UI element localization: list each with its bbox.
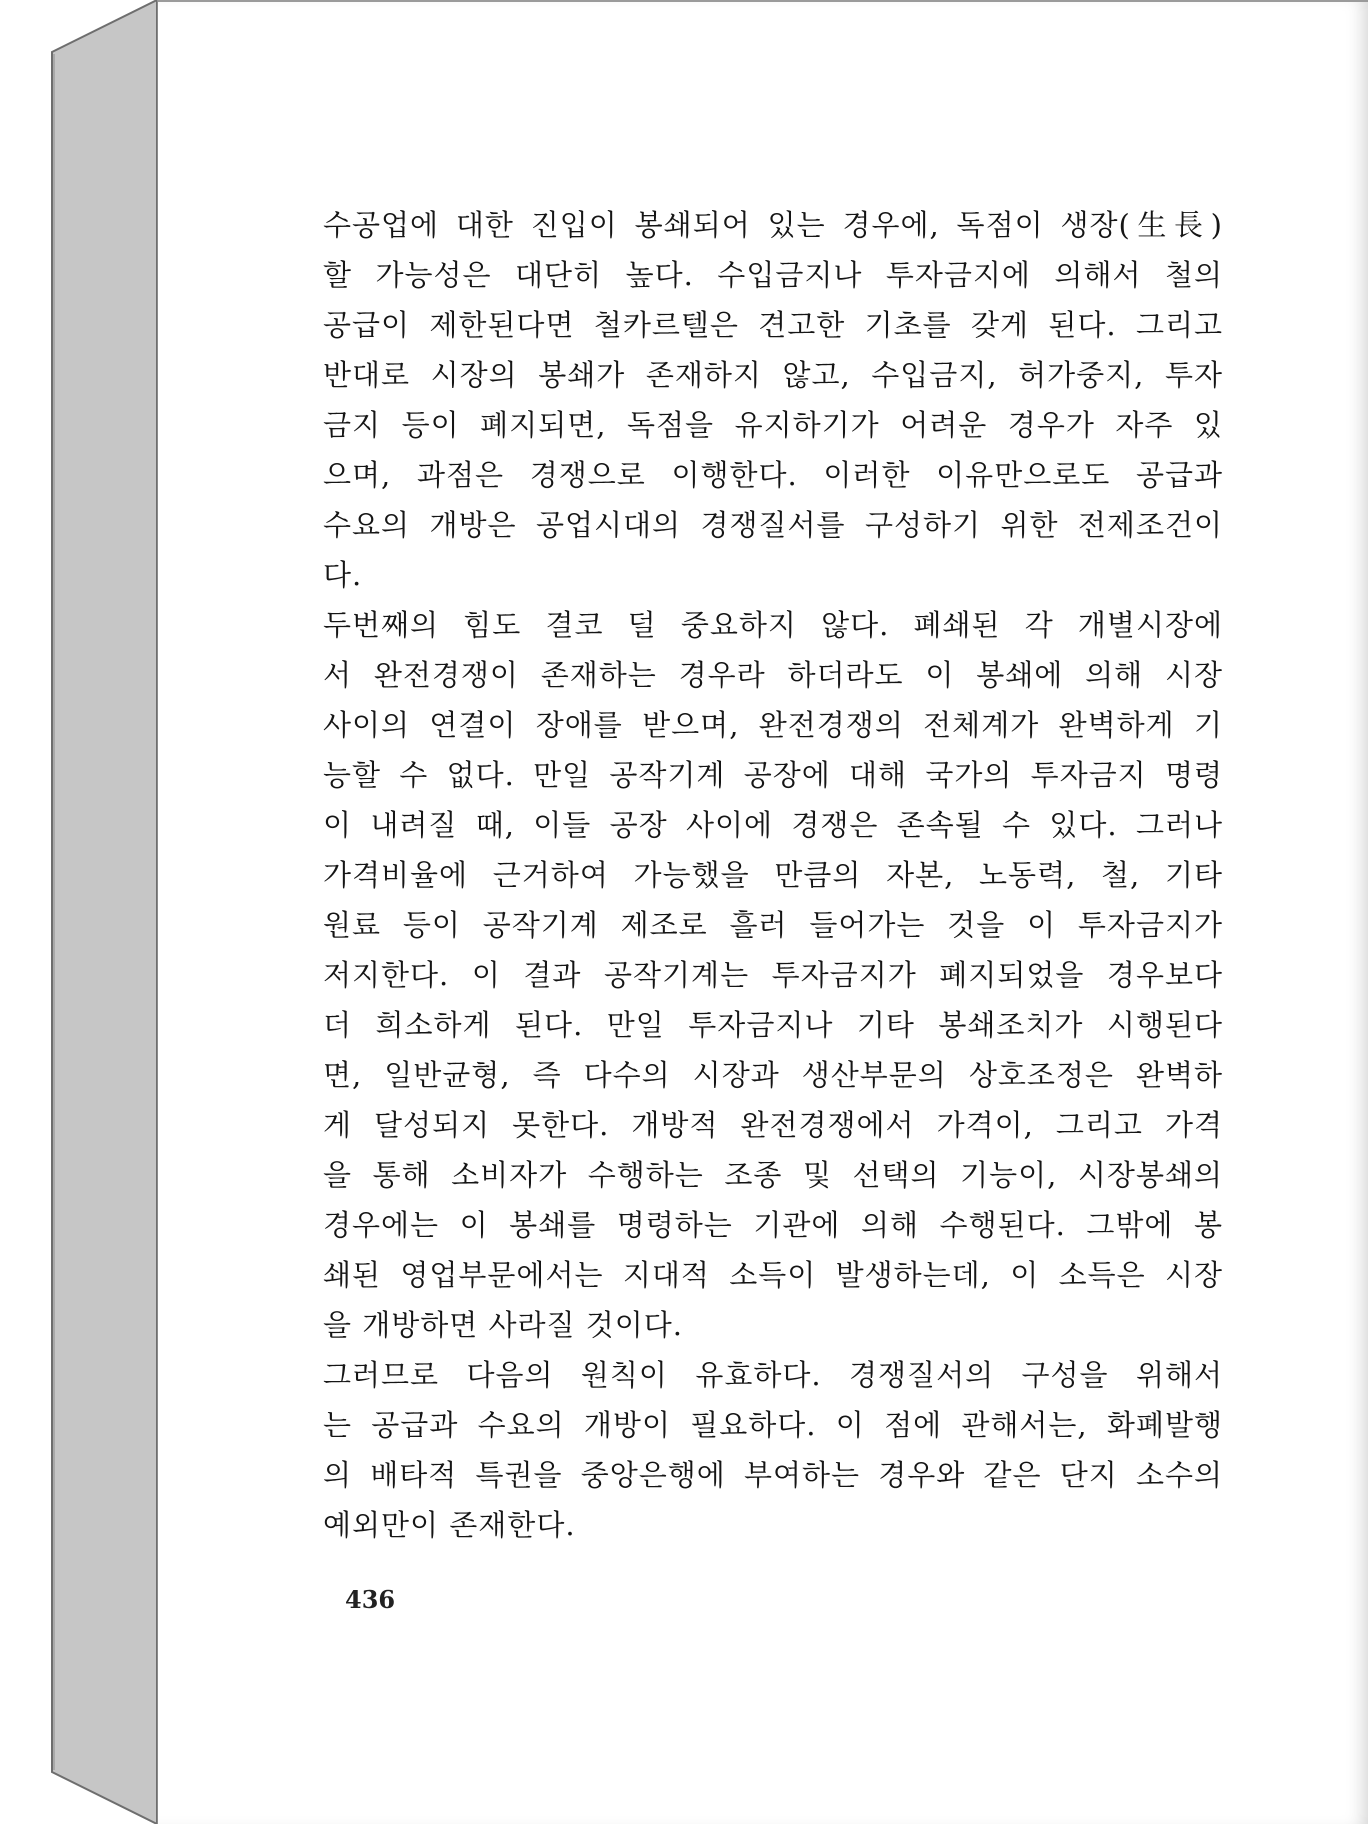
text-line: 능할 수 없다. 만일 공작기계 공장에 대해 국가의 투자금지 명령	[323, 758, 1223, 792]
text-line: 의 배타적 특권을 중앙은행에 부여하는 경우와 같은 단지 소수의	[323, 1458, 1223, 1492]
page-body-text	[323, 200, 1223, 1550]
text-line: 원료 등이 공작기계 제조로 흘러 들어가는 것을 이 투자금지가	[323, 908, 1223, 942]
text-line: 을 통해 소비자가 수행하는 조종 및 선택의 기능이, 시장봉쇄의	[323, 1158, 1223, 1192]
text-line: 수공업에 대한 진입이 봉쇄되어 있는 경우에, 독점이 생장(生長)	[323, 208, 1223, 242]
text-line: 경우에는 이 봉쇄를 명령하는 기관에 의해 수행된다. 그밖에 봉	[323, 1208, 1223, 1242]
text-line: 으며, 과점은 경쟁으로 이행한다. 이러한 이유만으로도 공급과	[323, 458, 1223, 492]
text-line: 다.	[323, 558, 363, 592]
text-line: 서 완전경쟁이 존재하는 경우라 하더라도 이 봉쇄에 의해 시장	[323, 658, 1223, 692]
text-line: 을 개방하면 사라질 것이다.	[323, 1308, 684, 1342]
text-line: 할 가능성은 대단히 높다. 수입금지나 투자금지에 의해서 철의	[323, 258, 1223, 292]
text-line: 금지 등이 폐지되면, 독점을 유지하기가 어려운 경우가 자주 있	[323, 408, 1223, 442]
text-line: 이 내려질 때, 이들 공장 사이에 경쟁은 존속될 수 있다. 그러나	[323, 808, 1223, 842]
text-line: 는 공급과 수요의 개방이 필요하다. 이 점에 관해서는, 화폐발행	[323, 1408, 1223, 1442]
text-line: 면, 일반균형, 즉 다수의 시장과 생산부문의 상호조정은 완벽하	[323, 1058, 1223, 1092]
text-line: 저지한다. 이 결과 공작기계는 투자금지가 폐지되었을 경우보다	[323, 958, 1223, 992]
text-line: 두번째의 힘도 결코 덜 중요하지 않다. 폐쇄된 각 개별시장에	[323, 608, 1223, 642]
text-line: 수요의 개방은 공업시대의 경쟁질서를 구성하기 위한 전제조건이	[323, 508, 1223, 542]
text-line: 더 희소하게 된다. 만일 투자금지나 기타 봉쇄조치가 시행된다	[323, 1008, 1223, 1042]
text-line: 공급이 제한된다면 철카르텔은 견고한 기초를 갖게 된다. 그리고	[323, 308, 1223, 342]
text-line: 가격비율에 근거하여 가능했을 만큼의 자본, 노동력, 철, 기타	[323, 858, 1223, 892]
text-line: 게 달성되지 못한다. 개방적 완전경쟁에서 가격이, 그리고 가격	[323, 1108, 1223, 1142]
text-line: 그러므로 다음의 원칙이 유효하다. 경쟁질서의 구성을 위해서	[323, 1358, 1223, 1392]
page-number: 436	[345, 1585, 396, 1614]
text-line: 예외만이 존재한다.	[323, 1508, 576, 1542]
text-line: 사이의 연결이 장애를 받으며, 완전경쟁의 전체계가 완벽하게 기	[323, 708, 1223, 742]
book-spine-edge	[0, 0, 160, 1824]
text-line: 쇄된 영업부문에서는 지대적 소득이 발생하는데, 이 소득은 시장	[323, 1258, 1223, 1292]
text-line: 반대로 시장의 봉쇄가 존재하지 않고, 수입금지, 허가중지, 투자	[323, 358, 1223, 392]
